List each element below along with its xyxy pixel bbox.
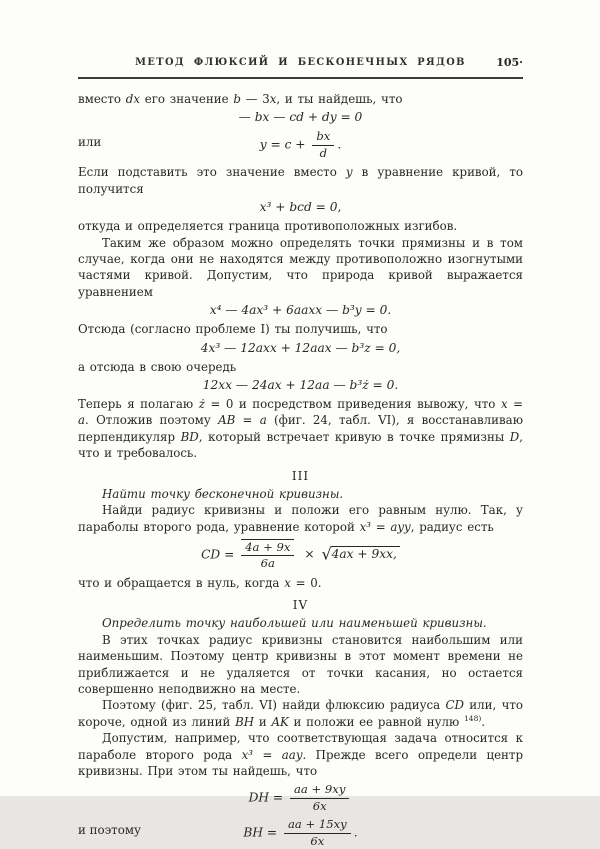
paragraph-vetih: В этих точках радиус кривизны становится наибольшим или наименьшим. Поэтому центр кривизны в этот момент времени не приближается и не удаляется от точки касания, но остается совершенно неподвижно на месте. [78,632,523,696]
page-body [78,91,523,849]
section-heading-4: IV [292,598,309,613]
fraction [312,129,334,161]
connector-i-poetomu: и поэтому [78,823,141,838]
fraction-denominator: 6x [310,833,325,848]
equation-6 [78,377,523,394]
equation-8-lhs: DH = [248,790,284,805]
equation-2-row [78,129,523,161]
paragraph-teper: Теперь я полагаю ż = 0 и посредством приведения вывожу, что x = a. Отложив поэтому AB = a (фиг. 24, табл. VI), я восстанавливаю перпендикуляр BD, который встречает кривую в точке прямизны D, что и требовалось. [78,397,524,461]
equation-1 [78,109,523,126]
equation-4 [78,302,523,319]
equation-6-text: 12xx — 24ax + 12aa — b³ż = 0. [202,378,399,393]
page-number: 105· [496,56,523,69]
equation-9-row [78,817,523,849]
fraction-numerator: aa + 15xy [284,818,351,834]
section-3-title: Найти точку бесконечной кривизны. [102,486,344,501]
paragraph-otsuda: Отсюда (согласно проблеме I) ты получишь, что [78,322,388,337]
paragraph-aotsuda: а отсюда в свою очередь [78,359,237,374]
radicand: 4ax + 9xx, [331,546,400,561]
page-header [78,56,523,79]
fraction-denominator: 6a [260,556,275,571]
paragraph-takim: Таким же образом можно определять точки прямизны и в том случае, когда они не находятся между противоположно изогнутыми частями кривой. Допустим, что природа кривой выражается уравнением [78,235,523,299]
equation-8 [78,782,523,814]
equation-9-post: . [353,825,358,840]
equation-4-text: x⁴ — 4ax³ + 6aaxx — b³y = 0. [209,303,392,318]
running-title: МЕТОД ФЛЮКСИЙ И БЕСКОНЕЧНЫХ РЯДОВ [135,57,466,68]
equation-9 [78,817,523,849]
paragraph-naydi: Найди радиус кривизны и положи его равным нулю. Так, у параболы второго рода, уравнение которой x³ = ayy, радиус есть [78,503,523,534]
equation-7-lhs: CD = [201,547,235,562]
equation-2 [78,129,523,161]
fraction [241,538,294,572]
paragraph-poetomu: Поэтому (фиг. 25, табл. VI) найди флюксию радиуса CD или, что короче, одной из линий BH и AK и положи ее равной нулю $^{148)}$. [78,698,523,729]
fraction-denominator: d [319,145,328,160]
paragraph-esli: Если подставить это значение вместо y в уравнение кривой, то получится [78,165,523,196]
connector-ili: или [78,135,102,150]
equation-2-lhs: y = c + [259,137,306,152]
section-4-title: Определить точку наибольшей или наименьшей кривизны. [102,616,487,631]
paragraph-dopustim: Допустим, например, что соответствующая задача относится к параболе второго рода x³ = aay. Прежде всего определи центр кривизны. При этом ты найдешь, что [78,731,523,778]
equation-7 [78,538,523,572]
equation-1-text: — bx — cd + dy = 0 [238,110,363,125]
section-heading-3: III [291,468,310,483]
fraction-numerator: 4a + 9x [241,539,294,557]
paragraph-otkuda: откуда и определяется граница противоположных изгибов. [78,219,458,234]
equation-3-text: x³ + bcd = 0, [259,200,342,215]
radical-sign: √ [321,544,332,564]
fraction [290,782,349,814]
equation-3 [78,199,523,216]
equation-5 [78,340,523,357]
paragraph-vmesto: вместо dx его значение b — 3x, и ты найдешь, что [78,92,403,106]
equation-2-post: . [337,137,342,152]
fraction [284,817,351,849]
fraction-numerator: bx [312,130,334,146]
fraction-denominator: 6x [312,798,327,813]
equation-5-text: 4x³ — 12axx + 12aax — b³z = 0, [200,340,401,355]
equation-9-lhs: BH = [243,825,278,840]
paragraph-chto: что и обращается в нуль, когда x = 0. [78,575,322,590]
fraction-numerator: aa + 9xy [290,783,349,799]
multiplication-sign: × [304,547,315,562]
